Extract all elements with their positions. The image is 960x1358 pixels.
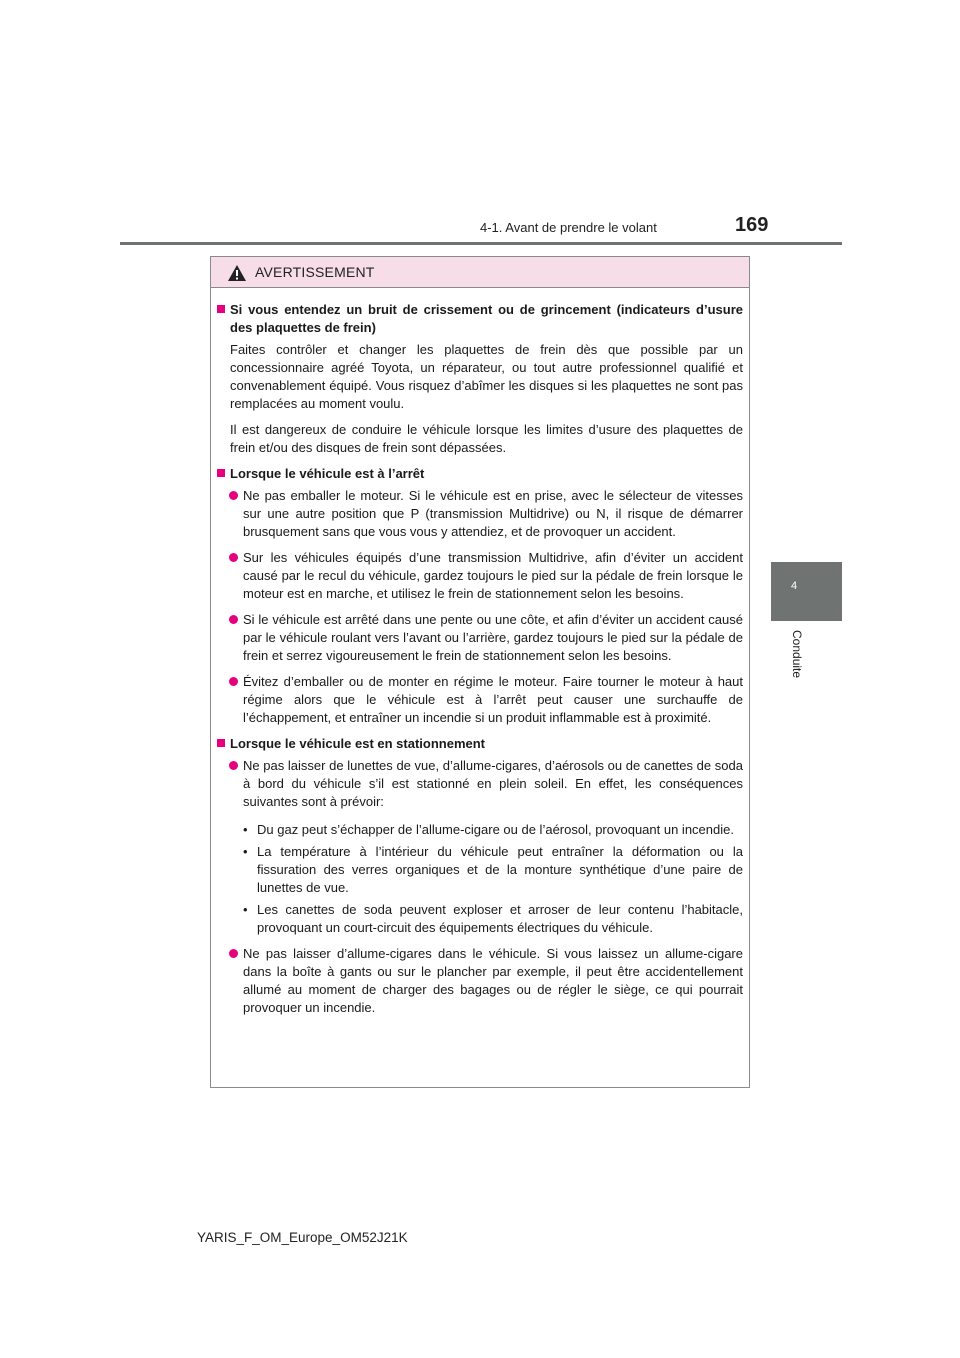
page-number: 169: [735, 214, 769, 236]
square-bullet-icon: [217, 469, 225, 477]
list-item: [217, 611, 743, 665]
warning-content: [217, 301, 743, 1017]
chapter-number: 4: [791, 580, 798, 592]
sub-list-item-text: Les canettes de soda peuvent exploser et arroser de leur contenu l’habitacle, provoquant un court-circuit des équipements électriques du véhicule.: [257, 902, 743, 935]
section-title: Lorsque le véhicule est à l’arrêt: [230, 466, 425, 481]
warning-triangle-icon: [227, 264, 247, 282]
paragraph: Faites contrôler et changer les plaquettes de frein dès que possible par un concessionnaire agréé Toyota, un réparateur, ou tout autre professionnel qualifié et convenablement équipé. Vous risquez d’abîmer les disques si les plaquettes ne sont pas remplacées au moment voulu.: [230, 342, 743, 411]
footer-document-code: YARIS_F_OM_Europe_OM52J21K: [197, 1230, 408, 1245]
round-bullet-icon: [229, 677, 238, 686]
section-stopped: [217, 465, 743, 483]
list-item-text: Si le véhicule est arrêté dans une pente ou une côte, et afin d’éviter un accident causé par le véhicule roulant vers l’avant ou l’arrière, gardez toujours le pied sur la pédale de frein et serrez vigoureusement le frein de stationnement selon les besoins.: [243, 612, 743, 663]
small-dot-icon: •: [243, 902, 248, 917]
round-bullet-icon: [229, 949, 238, 958]
list-item-text: Ne pas laisser d’allume-cigares dans le véhicule. Si vous laissez un allume-cigare dans la boîte à gants ou sur le plancher par exemple, il peut être accidentellement allumé au moment de charger des bagages ou de régler le siège, ce qui pourrait provoquer un incendie.: [243, 946, 743, 1015]
chapter-tab: [771, 562, 842, 621]
list-item-text: Ne pas laisser de lunettes de vue, d’allume-cigares, d’aérosols ou de canettes de soda à bord du véhicule s’il est stationné en plein soleil. En effet, les conséquences suivantes sont à prévoir:: [243, 758, 743, 809]
round-bullet-icon: [229, 761, 238, 770]
square-bullet-icon: [217, 739, 225, 747]
header-section-title: 4-1. Avant de prendre le volant: [480, 220, 657, 235]
list-item: [217, 487, 743, 541]
small-dot-icon: •: [243, 822, 248, 837]
round-bullet-icon: [229, 553, 238, 562]
paragraph: Il est dangereux de conduire le véhicule lorsque les limites d’usure des plaquettes de frein et/ou des disques de frein sont dépassées.: [230, 422, 743, 455]
list-item: [217, 673, 743, 727]
sub-list-item-text: Du gaz peut s’échapper de l’allume-cigare ou de l’aérosol, provoquant un incendie.: [257, 822, 734, 837]
list-item: [217, 549, 743, 603]
small-dot-icon: •: [243, 844, 248, 859]
square-bullet-icon: [217, 305, 225, 313]
sub-list-item: [243, 843, 743, 897]
section-parked: [217, 735, 743, 753]
list-item: [217, 945, 743, 1017]
list-item: [217, 757, 743, 937]
chapter-label: Conduite: [790, 630, 804, 679]
list-item-text: Ne pas emballer le moteur. Si le véhicule est en prise, avec le sélecteur de vitesses sur une autre position que P (transmission Multidrive) ou N, il risque de démarrer brusquement sans que vous vous y attendiez, et de provoquer un accident.: [243, 488, 743, 539]
section-title: Si vous entendez un bruit de crissement ou de grincement (indicateurs d’usure des plaquettes de frein): [230, 302, 743, 335]
section-brake-pads: [217, 301, 743, 337]
sub-list-item-text: La température à l’intérieur du véhicule peut entraîner la déformation ou la fissuration des verres organiques et de la monture synthétique d’une paire de lunettes de vue.: [257, 844, 743, 895]
warning-header: [211, 257, 749, 288]
list-item-text: Sur les véhicules équipés d’une transmission Multidrive, afin d’éviter un accident causé par le recul du véhicule, gardez toujours le pied sur la pédale de frein lorsque le moteur est en marche, et utilisez le frein de stationnement selon les besoins.: [243, 550, 743, 601]
section-title: Lorsque le véhicule est en stationnement: [230, 736, 486, 751]
warning-box: [210, 256, 750, 1088]
list-item-text: Évitez d’emballer ou de monter en régime le moteur. Faire tourner le moteur à haut régime alors que le véhicule est à l’arrêt peut causer une surchauffe de l’échappement, et entraîner un incendie si un produit inflammable est à proximité.: [243, 674, 743, 725]
sub-list-item: [243, 821, 743, 839]
warning-title: AVERTISSEMENT: [255, 264, 375, 280]
header-divider: [120, 242, 842, 245]
round-bullet-icon: [229, 615, 238, 624]
sub-list-item: [243, 901, 743, 937]
round-bullet-icon: [229, 491, 238, 500]
